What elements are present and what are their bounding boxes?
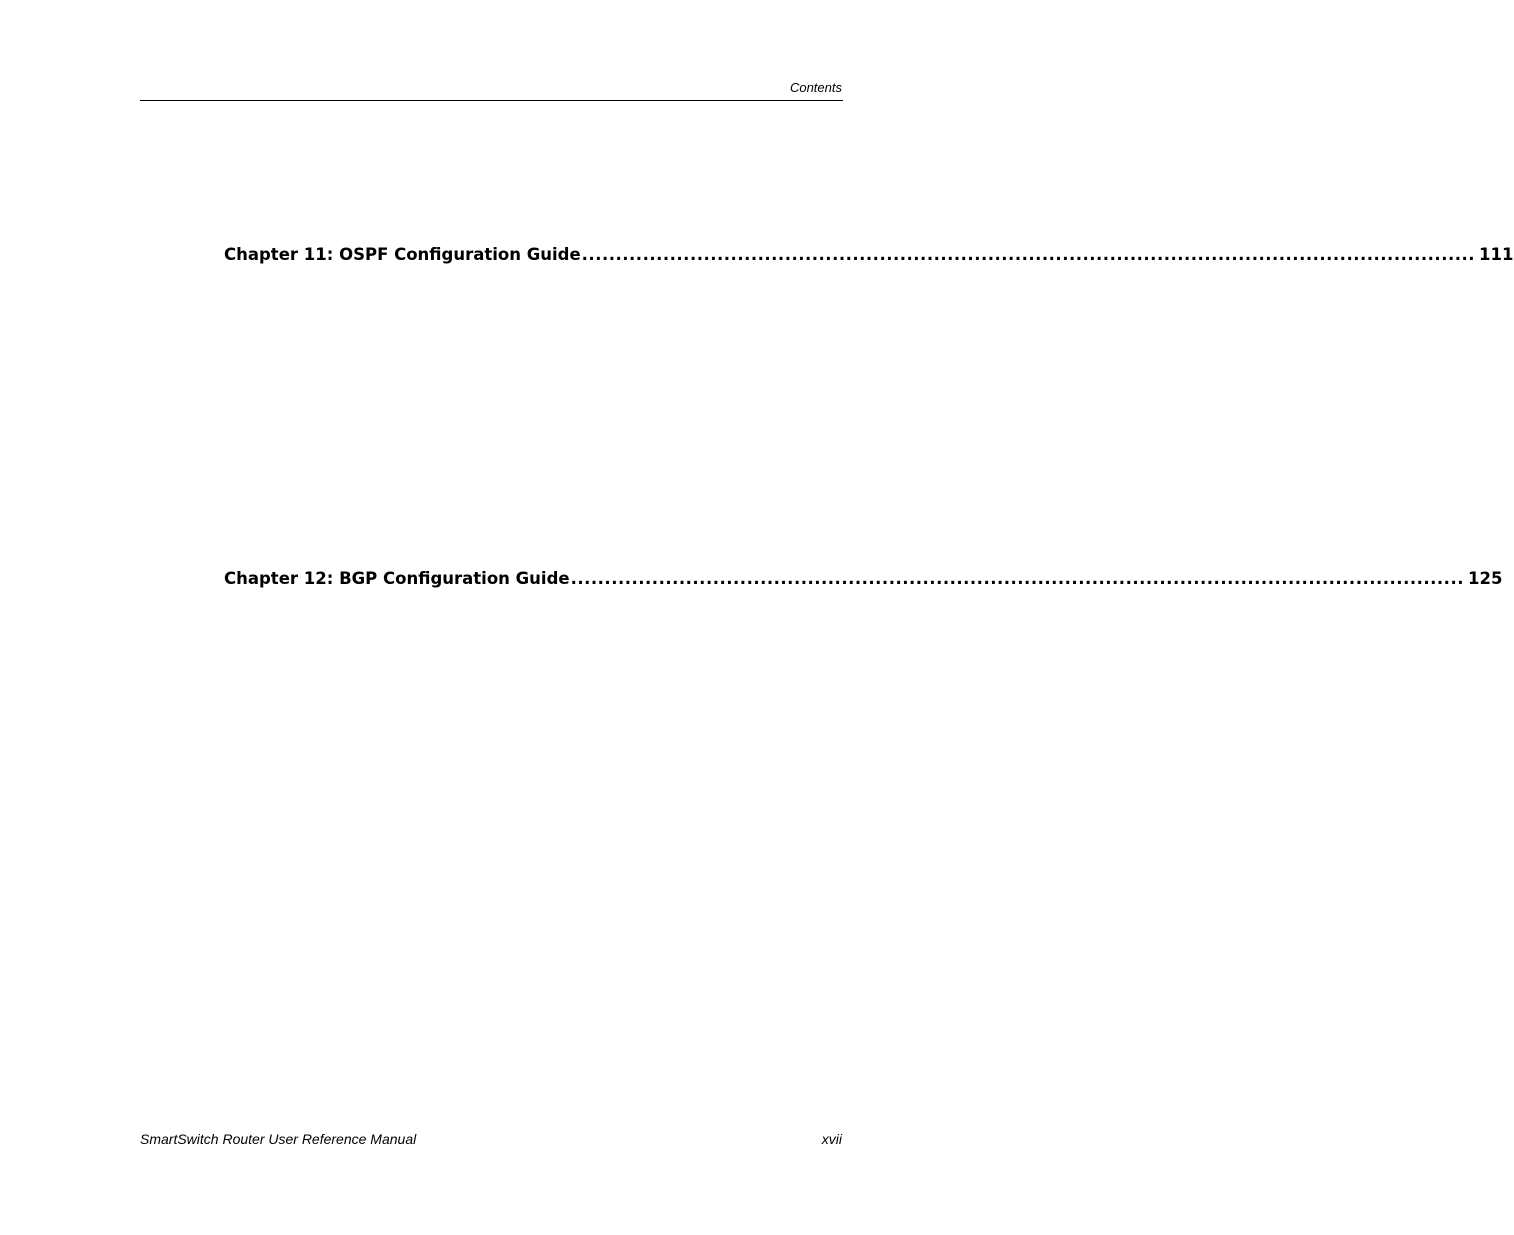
- toc-entry-page: 111: [1479, 245, 1514, 264]
- running-header: Contents: [789, 80, 842, 95]
- footer-page-number: xvii: [821, 1131, 842, 1147]
- header-rule: [140, 100, 843, 101]
- toc-entry-title: Chapter 11: OSPF Configuration Guide: [224, 245, 581, 264]
- toc-entry-page: 125: [1467, 569, 1503, 588]
- footer-manual-title: SmartSwitch Router User Reference Manual: [140, 1131, 417, 1147]
- toc-entry-title: Chapter 12: BGP Configuration Guide: [224, 569, 570, 588]
- toc-dot-leader: ....................................................................................................................................: [570, 569, 1464, 588]
- toc-entry-chapter-11[interactable]: [224, 245, 1514, 264]
- toc-dot-leader: ....................................................................................................................................: [581, 245, 1476, 264]
- toc-entry-chapter-12[interactable]: [224, 569, 1503, 588]
